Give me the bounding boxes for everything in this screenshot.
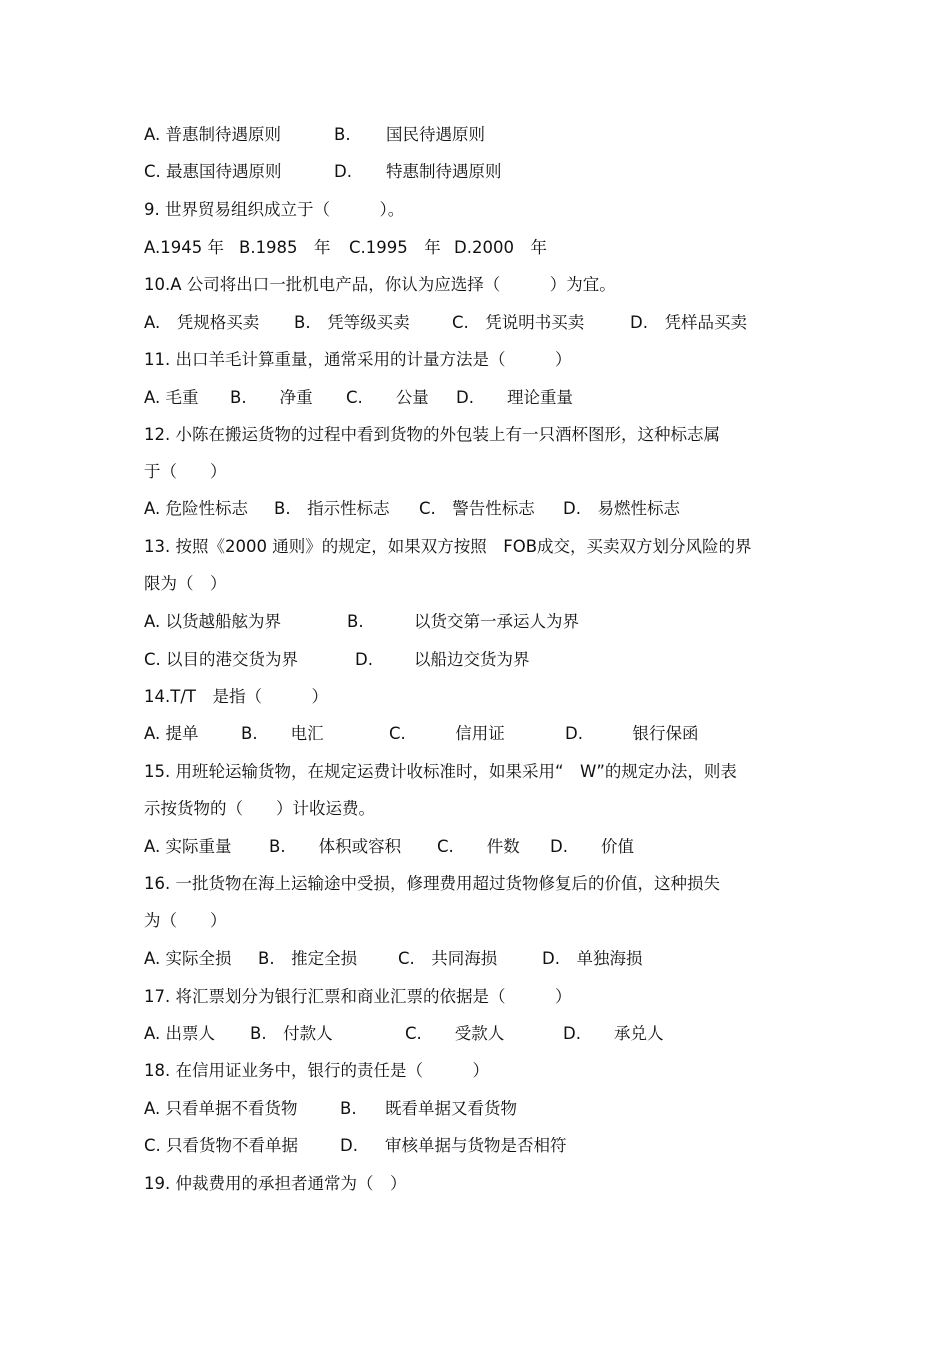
q18-option-d-key: D. xyxy=(340,1136,358,1155)
q14-stem: 14.T/T 是指（ ） xyxy=(144,687,328,706)
q13-stem-line-2: 限为（ ） xyxy=(144,574,227,593)
q10-option-d: D. 凭样品买卖 xyxy=(630,313,747,332)
q9-option-d: D.2000 年 xyxy=(454,238,547,257)
q14-option-a: A. 提单 xyxy=(144,724,199,743)
q12-option-c: C. 警告性标志 xyxy=(419,499,535,518)
q10-stem: 10.A 公司将出口一批机电产品，你认为应选择（ ）为宜。 xyxy=(144,275,616,294)
q8-options-row-2 xyxy=(144,160,850,184)
q15-option-a: A. 实际重量 xyxy=(144,837,232,856)
q16-stem-line-1: 16. 一批货物在海上运输途中受损，修理费用超过货物修复后的价值，这种损失 xyxy=(144,874,720,893)
q15-stem-line-2: 示按货物的（ ）计收运费。 xyxy=(144,799,375,818)
q8-option-b: 国民待遇原则 xyxy=(386,125,485,144)
q13-stem-line-1: 13. 按照《2000 通则》的规定，如果双方按照 FOB成交，买卖双方划分风险的界 xyxy=(144,537,752,556)
q15-option-b: B. 体积或容积 xyxy=(269,837,402,856)
q13-option-c: C. 以目的港交货为界 xyxy=(144,650,299,669)
q13-option-a: A. 以货越船舷为界 xyxy=(144,612,281,631)
q15-options xyxy=(144,835,850,859)
q17-option-a: A. 出票人 xyxy=(144,1024,215,1043)
q18-stem: 18. 在信用证业务中，银行的责任是（ ） xyxy=(144,1061,489,1080)
q9-option-c: C.1995 年 xyxy=(349,238,441,257)
q16-options xyxy=(144,947,850,971)
q12-stem-line-2: 于（ ） xyxy=(144,462,227,481)
q13-option-b: 以货交第一承运人为界 xyxy=(414,612,579,631)
q10-option-a: A. 凭规格买卖 xyxy=(144,313,260,332)
q18-option-c: C. 只看货物不看单据 xyxy=(144,1136,299,1155)
q16-stem-line-2: 为（ ） xyxy=(144,911,227,930)
q14-options xyxy=(144,722,850,746)
q11-option-a: A. 毛重 xyxy=(144,388,199,407)
q14-option-b: B. 电汇 xyxy=(241,724,324,743)
q8-option-b-key: B. xyxy=(334,125,351,144)
q12-stem-line-1: 12. 小陈在搬运货物的过程中看到货物的外包装上有一只酒杯图形，这种标志属 xyxy=(144,425,720,444)
q13-option-d-key: D. xyxy=(355,650,373,669)
q17-option-b: B. 付款人 xyxy=(250,1024,333,1043)
q12-option-b: B. 指示性标志 xyxy=(274,499,390,518)
q9-option-a: A.1945 年 xyxy=(144,238,224,257)
q13-options-row-2 xyxy=(144,648,850,672)
q11-option-c: C. 公量 xyxy=(346,388,429,407)
q9-option-b: B.1985 年 xyxy=(239,238,331,257)
q15-stem-line-1: 15. 用班轮运输货物，在规定运费计收标准时，如果采用“ W”的规定办法，则表 xyxy=(144,762,737,781)
q18-options-row-2 xyxy=(144,1134,850,1158)
q17-option-d: D. 承兑人 xyxy=(563,1024,664,1043)
q17-options xyxy=(144,1022,850,1046)
q12-option-d: D. 易燃性标志 xyxy=(563,499,680,518)
q15-option-d: D. 价值 xyxy=(550,837,634,856)
q12-options xyxy=(144,497,850,521)
q8-option-d: 特惠制待遇原则 xyxy=(386,162,502,181)
q15-option-c: C. 件数 xyxy=(437,837,520,856)
q13-option-d: 以船边交货为界 xyxy=(414,650,530,669)
q19-stem: 19. 仲裁费用的承担者通常为（ ） xyxy=(144,1174,407,1193)
q13-options-row-1 xyxy=(144,610,850,634)
q11-option-d: D. 理论重量 xyxy=(456,388,573,407)
q10-options xyxy=(144,311,850,335)
q17-stem: 17. 将汇票划分为银行汇票和商业汇票的依据是（ ） xyxy=(144,987,572,1006)
q16-option-a: A. 实际全损 xyxy=(144,949,232,968)
q14-option-c: C. 信用证 xyxy=(389,724,505,743)
q18-options-row-1 xyxy=(144,1097,850,1121)
q16-option-b: B. 推定全损 xyxy=(258,949,358,968)
q9-stem: 9. 世界贸易组织成立于（ ）。 xyxy=(144,200,405,219)
q16-option-d: D. 单独海损 xyxy=(542,949,643,968)
q12-option-a: A. 危险性标志 xyxy=(144,499,248,518)
q9-options xyxy=(144,236,850,260)
q11-option-b: B. 净重 xyxy=(230,388,313,407)
q8-option-a: A. 普惠制待遇原则 xyxy=(144,125,281,144)
q8-option-d-key: D. xyxy=(334,162,352,181)
q8-options-row-1 xyxy=(144,123,850,147)
q10-option-b: B. 凭等级买卖 xyxy=(294,313,410,332)
q14-option-d: D. 银行保函 xyxy=(565,724,699,743)
q16-option-c: C. 共同海损 xyxy=(398,949,498,968)
q8-option-c: C. 最惠国待遇原则 xyxy=(144,162,282,181)
q18-option-b-key: B. xyxy=(340,1099,357,1118)
q10-option-c: C. 凭说明书买卖 xyxy=(452,313,585,332)
q18-option-b: 既看单据又看货物 xyxy=(385,1099,517,1118)
q13-option-b-key: B. xyxy=(347,612,364,631)
q17-option-c: C. 受款人 xyxy=(405,1024,505,1043)
q18-option-d: 审核单据与货物是否相符 xyxy=(385,1136,567,1155)
q11-options xyxy=(144,386,850,410)
q11-stem: 11. 出口羊毛计算重量，通常采用的计量方法是（ ） xyxy=(144,350,572,369)
q18-option-a: A. 只看单据不看货物 xyxy=(144,1099,298,1118)
